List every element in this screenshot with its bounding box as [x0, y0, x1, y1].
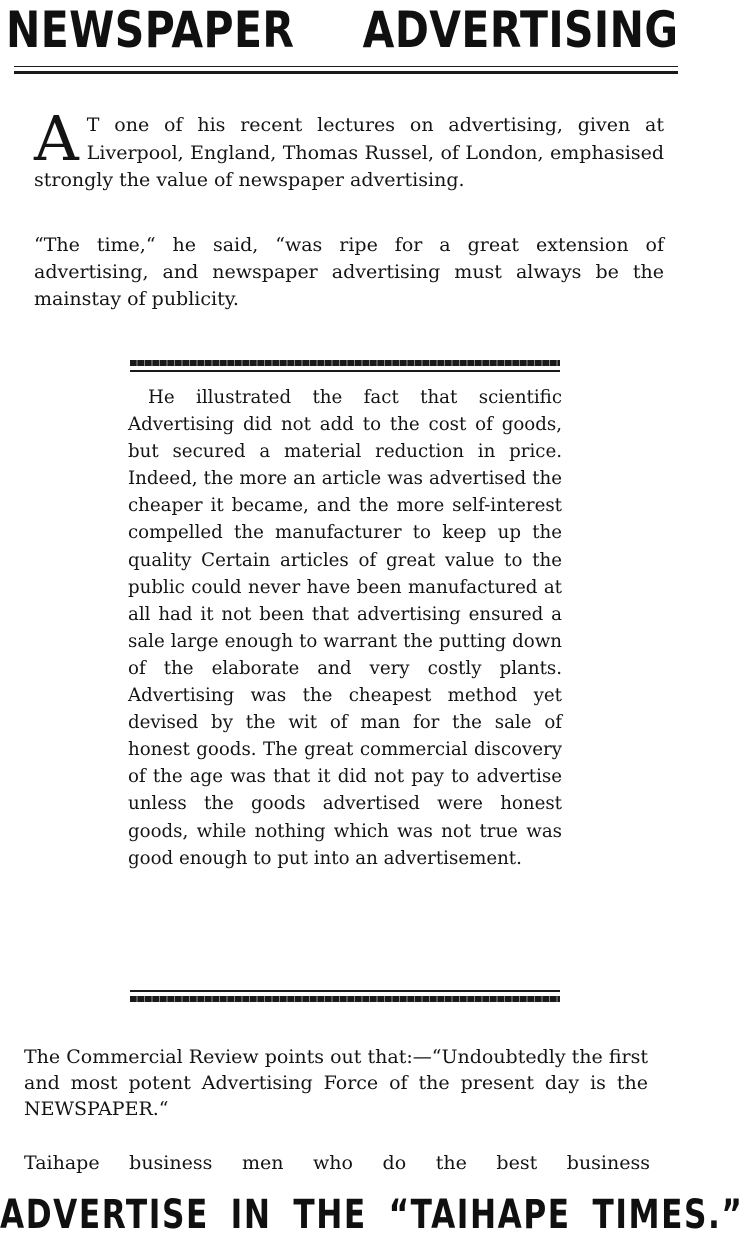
footer-word-advertise: ADVERTISE: [0, 1192, 209, 1238]
commercial-review-paragraph: The Commercial Review points out that:—“Undoubtedly the first and most potent Advertising Force of the present day is the NEWSPAPER.“: [24, 1046, 648, 1120]
intro-paragraph-2: “The time,“ he said, “was ripe for a great extension of advertising, and newspaper advertising must always be the mainstay of publicity.: [34, 234, 664, 310]
drop-cap: A: [34, 102, 79, 175]
footer-word-the: THE: [293, 1192, 367, 1238]
footer-word-taihape: “TAIHAPE: [388, 1192, 571, 1238]
footer-word-in: IN: [230, 1192, 272, 1238]
headline-rule-top: [14, 66, 678, 67]
footer-word-times: TIMES.”: [592, 1192, 744, 1238]
intro-paragraph-1-text: T one of his recent lectures on advertising, given at Liverpool, England, Thomas Russel, of London, emphasised strongly the value of newspaper advertising.: [34, 114, 664, 191]
column-rule-top-thin: [130, 370, 560, 372]
column-rule-bottom: [130, 996, 560, 1002]
column-rule-bottom-thin: [130, 990, 560, 992]
taihape-business-paragraph: Taihape business men who do the best business: [24, 1152, 650, 1174]
intro-paragraph-1: [34, 102, 664, 195]
footer-slogan: [0, 1190, 744, 1240]
headline-word-newspaper: NEWSPAPER: [6, 1, 295, 59]
column-rule-top: [130, 360, 560, 366]
intro-paragraph: [34, 102, 664, 201]
headline-word-advertising: ADVERTISING: [362, 1, 679, 59]
headline-rule-bottom: [14, 71, 678, 74]
headline: [6, 0, 678, 62]
column-text: He illustrated the fact that scientific Advertising did not add to the cost of goods, but secured a material reduction in price. Indeed, the more an article was advertised the cheaper it became, and the more self-interest compelled the manufacturer to keep up the quality Certain articles of great value to the public could never have been manufactured at all had it not been that advertising ensured a sale large enough to warrant the putting down of the elaborate and very costly plants. Advertising was the cheapest method yet devised by the wit of man for the sale of honest goods. The great commercial discovery of the age was that it did not pay to advertise unless the goods advertised were honest goods, while nothing which was not true was good enough to put into an advertisement.: [128, 387, 562, 869]
